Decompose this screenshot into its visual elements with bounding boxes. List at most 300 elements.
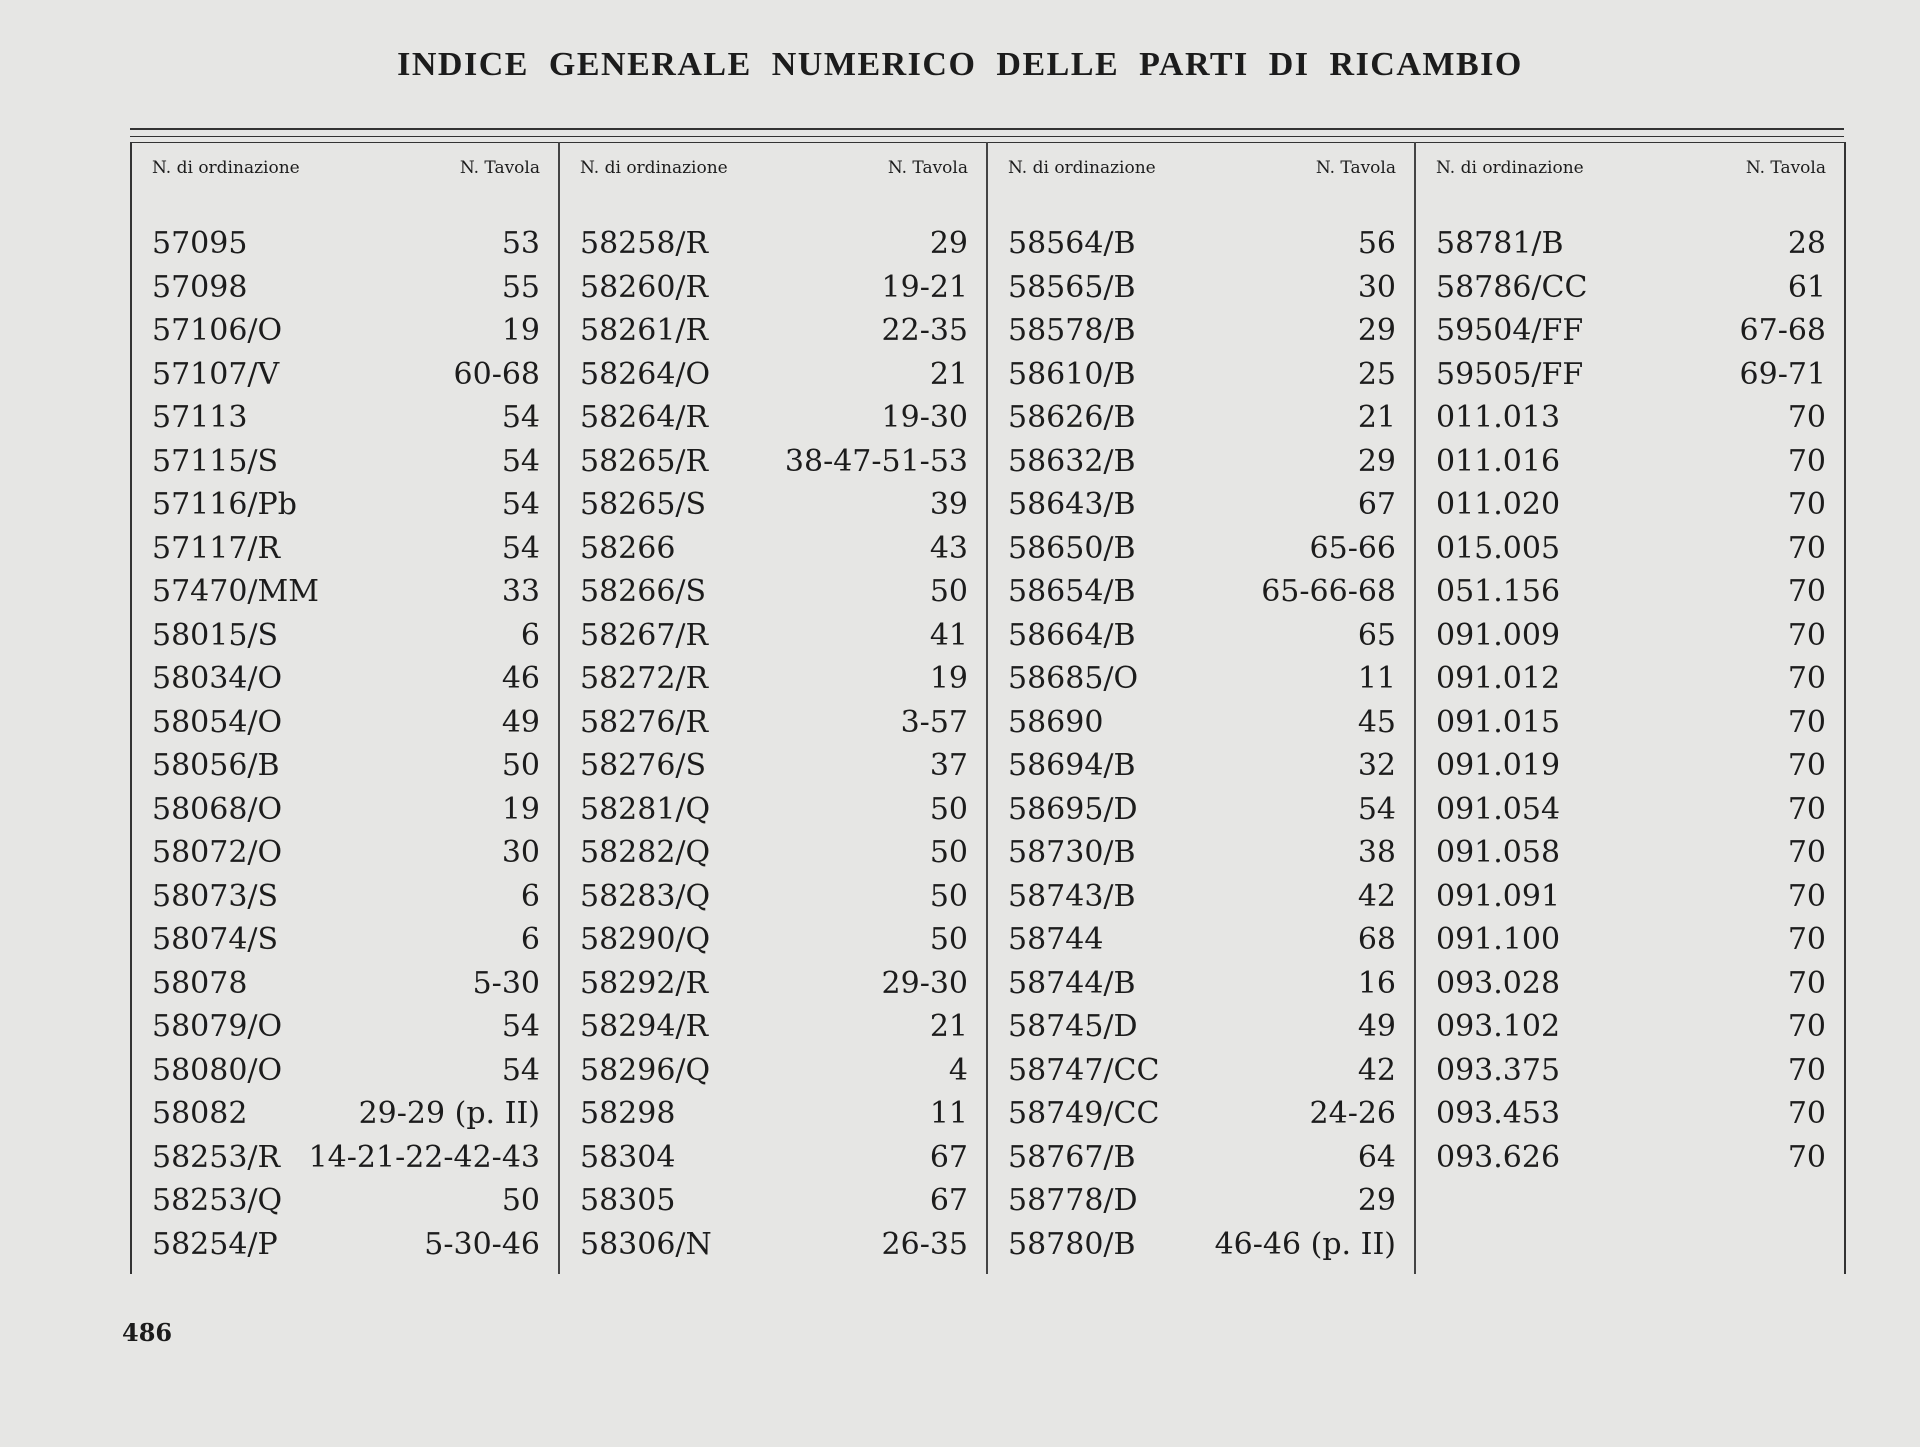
index-row	[152, 570, 540, 614]
plate-number: 70	[1787, 530, 1826, 566]
index-row	[1008, 396, 1396, 440]
plate-number: 21	[929, 356, 968, 392]
plate-number: 11	[1357, 661, 1396, 696]
plate-number: 50	[501, 748, 540, 783]
plate-number: 11	[929, 1096, 968, 1131]
plate-number: 54	[501, 1009, 540, 1044]
plate-number: 19-30	[881, 400, 968, 435]
index-row	[1008, 440, 1396, 484]
column-header	[132, 142, 558, 200]
plate-number: 33	[501, 574, 540, 609]
plate-number: 54	[501, 443, 540, 479]
index-row	[152, 440, 540, 484]
index-row	[1436, 701, 1826, 745]
index-row	[1436, 1092, 1826, 1136]
plate-number: 50	[929, 922, 968, 957]
plate-number: 69-71	[1739, 356, 1826, 392]
order-number: 58294/R	[580, 1009, 709, 1044]
order-number: 58781/B	[1436, 226, 1564, 261]
plate-number: 56	[1357, 226, 1396, 261]
index-row	[1436, 1136, 1826, 1180]
index-row	[152, 527, 540, 571]
index-row	[1436, 570, 1826, 614]
plate-number: 67-68	[1739, 313, 1826, 348]
order-number: 091.091	[1436, 878, 1561, 914]
index-column-2	[560, 142, 988, 1274]
order-number: 58304	[580, 1139, 676, 1175]
order-number: 58730/B	[1008, 835, 1136, 870]
order-number: 093.626	[1436, 1139, 1561, 1175]
index-row	[580, 657, 968, 701]
plate-number: 43	[929, 530, 968, 566]
column-header	[1416, 142, 1844, 200]
index-row	[1436, 744, 1826, 788]
order-number: 58264/O	[580, 356, 711, 392]
index-row	[1436, 483, 1826, 527]
plate-number: 19	[501, 313, 540, 348]
plate-number: 70	[1787, 835, 1826, 870]
order-number: 093.028	[1436, 965, 1561, 1001]
plate-number: 30	[1357, 269, 1396, 305]
order-number: 58260/R	[580, 269, 709, 305]
plate-number: 16	[1357, 965, 1396, 1001]
parts-index-table	[130, 142, 1846, 1274]
index-row	[1008, 657, 1396, 701]
plate-number: 3-57	[900, 704, 968, 740]
plate-number: 42	[1357, 878, 1396, 914]
order-number: 58626/B	[1008, 400, 1136, 435]
plate-number: 49	[1357, 1009, 1396, 1044]
index-row	[152, 918, 540, 962]
index-row	[580, 266, 968, 310]
order-number: 091.100	[1436, 922, 1561, 957]
order-number: 58267/R	[580, 617, 709, 653]
plate-number: 29	[1357, 313, 1396, 348]
plate-number: 70	[1787, 878, 1826, 914]
order-number: 091.012	[1436, 661, 1561, 696]
order-number: 58056/B	[152, 748, 280, 783]
order-number: 58072/O	[152, 835, 283, 870]
plate-number: 5-30-46	[424, 1226, 540, 1262]
index-row	[1436, 527, 1826, 571]
index-row	[152, 222, 540, 266]
index-row	[1436, 440, 1826, 484]
order-number: 58254/P	[152, 1226, 278, 1262]
row-list	[988, 200, 1414, 1266]
order-number: 58743/B	[1008, 878, 1136, 914]
plate-number: 19-21	[881, 269, 968, 305]
order-number: 58744	[1008, 922, 1104, 957]
index-row	[580, 353, 968, 397]
index-row	[580, 440, 968, 484]
order-number: 58296/Q	[580, 1052, 711, 1088]
plate-number: 38	[1357, 835, 1396, 870]
plate-number: 4	[948, 1052, 968, 1088]
plate-number: 29	[1357, 443, 1396, 479]
order-number: 58265/S	[580, 487, 707, 522]
plate-number: 70	[1787, 617, 1826, 653]
order-number: 58564/B	[1008, 226, 1136, 261]
order-number: 58290/Q	[580, 922, 711, 957]
index-row	[1008, 788, 1396, 832]
order-number: 57098	[152, 269, 248, 305]
order-number: 57116/Pb	[152, 487, 297, 522]
index-row	[1008, 309, 1396, 353]
index-row	[580, 1092, 968, 1136]
index-row	[1008, 1092, 1396, 1136]
index-row	[152, 266, 540, 310]
index-row	[1008, 353, 1396, 397]
index-row	[1008, 701, 1396, 745]
index-row	[152, 875, 540, 919]
index-row	[580, 527, 968, 571]
order-number: 57115/S	[152, 443, 279, 479]
index-row	[1008, 1223, 1396, 1267]
index-row	[1008, 918, 1396, 962]
plate-number: 70	[1787, 661, 1826, 696]
order-number: 011.013	[1436, 400, 1561, 435]
page-title: INDICE GENERALE NUMERICO DELLE PARTI DI RICAMBIO	[397, 46, 1523, 83]
order-number-header: N. di ordinazione	[1008, 158, 1156, 178]
order-number: 58685/O	[1008, 661, 1139, 696]
order-number-header: N. di ordinazione	[152, 158, 300, 178]
plate-number: 70	[1787, 487, 1826, 522]
column-header	[560, 142, 986, 200]
index-row	[1436, 353, 1826, 397]
order-number: 091.009	[1436, 617, 1561, 653]
index-row	[580, 701, 968, 745]
plate-number: 70	[1787, 400, 1826, 435]
index-row	[152, 1179, 540, 1223]
order-number: 58015/S	[152, 617, 279, 653]
order-number: 58306/N	[580, 1226, 712, 1262]
order-number: 58767/B	[1008, 1139, 1136, 1175]
plate-number: 65-66-68	[1261, 574, 1396, 609]
row-list	[1416, 200, 1844, 1179]
plate-number: 49	[501, 704, 540, 740]
order-number: 58264/R	[580, 400, 709, 435]
order-number: 58283/Q	[580, 878, 711, 914]
index-row	[1008, 570, 1396, 614]
plate-number: 37	[929, 748, 968, 783]
index-row	[1436, 657, 1826, 701]
index-row	[1436, 962, 1826, 1006]
order-number: 58695/D	[1008, 791, 1138, 827]
order-number: 58253/Q	[152, 1183, 283, 1218]
index-row	[580, 831, 968, 875]
index-row	[580, 918, 968, 962]
plate-number: 70	[1787, 1139, 1826, 1175]
order-number: 093.453	[1436, 1096, 1561, 1131]
plate-number: 50	[929, 878, 968, 914]
plate-number: 54	[501, 1052, 540, 1088]
plate-number: 21	[929, 1009, 968, 1044]
plate-number: 50	[929, 791, 968, 827]
plate-number: 70	[1787, 1009, 1826, 1044]
index-row	[152, 483, 540, 527]
index-row	[152, 353, 540, 397]
page-number: 486	[122, 1318, 173, 1347]
plate-number: 21	[1357, 400, 1396, 435]
index-row	[1008, 962, 1396, 1006]
row-list	[560, 200, 986, 1266]
plate-number: 5-30	[472, 965, 540, 1001]
plate-number: 46	[501, 661, 540, 696]
index-row	[1436, 918, 1826, 962]
order-number: 051.156	[1436, 574, 1561, 609]
plate-number: 50	[929, 835, 968, 870]
plate-number-header: N. Tavola	[1315, 158, 1396, 178]
order-number-header: N. di ordinazione	[1436, 158, 1584, 178]
plate-number-header: N. Tavola	[887, 158, 968, 178]
index-row	[580, 875, 968, 919]
plate-number: 53	[501, 226, 540, 261]
index-row	[152, 962, 540, 1006]
plate-number: 25	[1357, 356, 1396, 392]
order-number: 58034/O	[152, 661, 283, 696]
order-number: 091.058	[1436, 835, 1561, 870]
index-row	[1436, 875, 1826, 919]
order-number: 58258/R	[580, 226, 709, 261]
index-row	[1008, 875, 1396, 919]
plate-number: 14-21-22-42-43	[308, 1139, 540, 1175]
index-row	[1008, 483, 1396, 527]
order-number: 091.019	[1436, 748, 1561, 783]
index-row	[580, 962, 968, 1006]
index-row	[580, 1049, 968, 1093]
plate-number: 29-30	[881, 965, 968, 1001]
order-number: 011.016	[1436, 443, 1561, 479]
plate-number: 70	[1787, 1096, 1826, 1131]
plate-number: 30	[501, 835, 540, 870]
index-row	[580, 396, 968, 440]
plate-number: 70	[1787, 922, 1826, 957]
index-row	[580, 570, 968, 614]
order-number: 58292/R	[580, 965, 709, 1001]
order-number: 58565/B	[1008, 269, 1136, 305]
order-number: 58578/B	[1008, 313, 1136, 348]
order-number-header: N. di ordinazione	[580, 158, 728, 178]
order-number: 57470/MM	[152, 574, 319, 609]
order-number: 58266/S	[580, 574, 707, 609]
index-row	[580, 309, 968, 353]
order-number: 58261/R	[580, 313, 709, 348]
plate-number: 67	[1357, 487, 1396, 522]
index-row	[152, 657, 540, 701]
order-number: 58650/B	[1008, 530, 1136, 566]
order-number: 58780/B	[1008, 1226, 1136, 1262]
order-number: 58282/Q	[580, 835, 711, 870]
order-number: 015.005	[1436, 530, 1561, 566]
plate-number: 45	[1357, 704, 1396, 740]
index-column-3	[988, 142, 1416, 1274]
order-number: 57113	[152, 400, 248, 435]
order-number: 093.102	[1436, 1009, 1561, 1044]
index-row	[580, 744, 968, 788]
order-number: 57095	[152, 226, 248, 261]
order-number: 57106/O	[152, 313, 283, 348]
index-row	[152, 831, 540, 875]
plate-number: 54	[501, 400, 540, 435]
plate-number: 54	[501, 487, 540, 522]
order-number: 58778/D	[1008, 1183, 1138, 1218]
plate-number-header: N. Tavola	[459, 158, 540, 178]
order-number: 58664/B	[1008, 617, 1136, 653]
plate-number: 50	[501, 1183, 540, 1218]
plate-number: 50	[929, 574, 968, 609]
order-number: 58786/CC	[1436, 269, 1588, 305]
plate-number: 29-29 (p. II)	[358, 1096, 540, 1131]
index-column-1	[132, 142, 560, 1274]
index-row	[580, 1005, 968, 1049]
plate-number: 68	[1357, 922, 1396, 957]
plate-number: 29	[929, 226, 968, 261]
plate-number: 70	[1787, 574, 1826, 609]
plate-number: 19	[929, 661, 968, 696]
order-number: 58266	[580, 530, 676, 566]
order-number: 58654/B	[1008, 574, 1136, 609]
plate-number: 46-46 (p. II)	[1214, 1226, 1396, 1262]
order-number: 58281/Q	[580, 791, 711, 827]
order-number: 58305	[580, 1183, 676, 1218]
plate-number: 32	[1357, 748, 1396, 783]
index-row	[152, 1049, 540, 1093]
order-number: 58298	[580, 1096, 676, 1131]
plate-number: 42	[1357, 1052, 1396, 1088]
plate-number: 65	[1357, 617, 1396, 653]
index-row	[1436, 309, 1826, 353]
index-row	[1436, 1005, 1826, 1049]
order-number: 58694/B	[1008, 748, 1136, 783]
index-row	[152, 396, 540, 440]
index-row	[152, 744, 540, 788]
plate-number: 26-35	[881, 1226, 968, 1262]
index-row	[580, 222, 968, 266]
index-row	[1436, 831, 1826, 875]
order-number: 59505/FF	[1436, 356, 1584, 392]
index-row	[1008, 831, 1396, 875]
index-row	[1008, 1049, 1396, 1093]
index-row	[152, 701, 540, 745]
index-row	[1008, 744, 1396, 788]
index-column-4	[1416, 142, 1844, 1274]
order-number: 091.054	[1436, 791, 1561, 827]
index-row	[152, 1223, 540, 1267]
index-row	[580, 788, 968, 832]
plate-number: 67	[929, 1183, 968, 1218]
index-row	[152, 1136, 540, 1180]
index-row	[1436, 396, 1826, 440]
order-number: 58079/O	[152, 1009, 283, 1044]
index-row	[152, 1005, 540, 1049]
plate-number: 28	[1787, 226, 1826, 261]
index-row	[152, 788, 540, 832]
order-number: 57107/V	[152, 356, 280, 392]
order-number: 58610/B	[1008, 356, 1136, 392]
order-number: 58632/B	[1008, 443, 1136, 479]
order-number: 58643/B	[1008, 487, 1136, 522]
index-row	[1008, 222, 1396, 266]
order-number: 58054/O	[152, 704, 283, 740]
plate-number: 60-68	[453, 356, 540, 392]
order-number: 093.375	[1436, 1052, 1561, 1088]
index-row	[1008, 527, 1396, 571]
plate-number: 67	[929, 1139, 968, 1175]
index-row	[1008, 614, 1396, 658]
index-row	[152, 309, 540, 353]
index-row	[1008, 1179, 1396, 1223]
index-row	[1436, 266, 1826, 310]
plate-number: 22-35	[881, 313, 968, 348]
order-number: 58078	[152, 965, 248, 1001]
plate-number: 54	[501, 530, 540, 566]
index-row	[152, 1092, 540, 1136]
order-number: 58749/CC	[1008, 1096, 1160, 1131]
top-rule	[130, 128, 1844, 130]
plate-number: 41	[929, 617, 968, 653]
plate-number: 55	[501, 269, 540, 305]
top-rule-second	[130, 136, 1844, 137]
order-number: 59504/FF	[1436, 313, 1584, 348]
order-number: 57117/R	[152, 530, 281, 566]
plate-number: 70	[1787, 1052, 1826, 1088]
plate-number: 70	[1787, 443, 1826, 479]
plate-number: 70	[1787, 965, 1826, 1001]
plate-number: 64	[1357, 1139, 1396, 1175]
plate-number: 61	[1787, 269, 1826, 305]
order-number: 011.020	[1436, 487, 1561, 522]
order-number: 58265/R	[580, 443, 709, 479]
index-row	[580, 1136, 968, 1180]
plate-number: 70	[1787, 748, 1826, 783]
index-row	[152, 614, 540, 658]
order-number: 58068/O	[152, 791, 283, 827]
order-number: 58690	[1008, 704, 1104, 740]
index-row	[580, 1223, 968, 1267]
plate-number: 39	[929, 487, 968, 522]
plate-number: 24-26	[1309, 1096, 1396, 1131]
index-row	[1008, 1005, 1396, 1049]
order-number: 58080/O	[152, 1052, 283, 1088]
order-number: 091.015	[1436, 704, 1561, 740]
plate-number: 70	[1787, 791, 1826, 827]
order-number: 58073/S	[152, 878, 279, 914]
order-number: 58253/R	[152, 1139, 281, 1175]
plate-number: 38-47-51-53	[784, 443, 968, 479]
plate-number: 70	[1787, 704, 1826, 740]
index-row	[580, 1179, 968, 1223]
row-list	[132, 200, 558, 1266]
plate-number: 65-66	[1309, 530, 1396, 566]
plate-number: 54	[1357, 791, 1396, 827]
order-number: 58747/CC	[1008, 1052, 1160, 1088]
index-row	[580, 483, 968, 527]
index-row	[1436, 1049, 1826, 1093]
order-number: 58276/S	[580, 748, 707, 783]
index-row	[1436, 614, 1826, 658]
plate-number: 6	[520, 922, 540, 957]
plate-number: 6	[520, 878, 540, 914]
column-header	[988, 142, 1414, 200]
order-number: 58276/R	[580, 704, 709, 740]
order-number: 58744/B	[1008, 965, 1136, 1001]
index-row	[1008, 1136, 1396, 1180]
order-number: 58074/S	[152, 922, 279, 957]
order-number: 58745/D	[1008, 1009, 1138, 1044]
plate-number: 19	[501, 791, 540, 827]
plate-number: 29	[1357, 1183, 1396, 1218]
index-row	[1008, 266, 1396, 310]
